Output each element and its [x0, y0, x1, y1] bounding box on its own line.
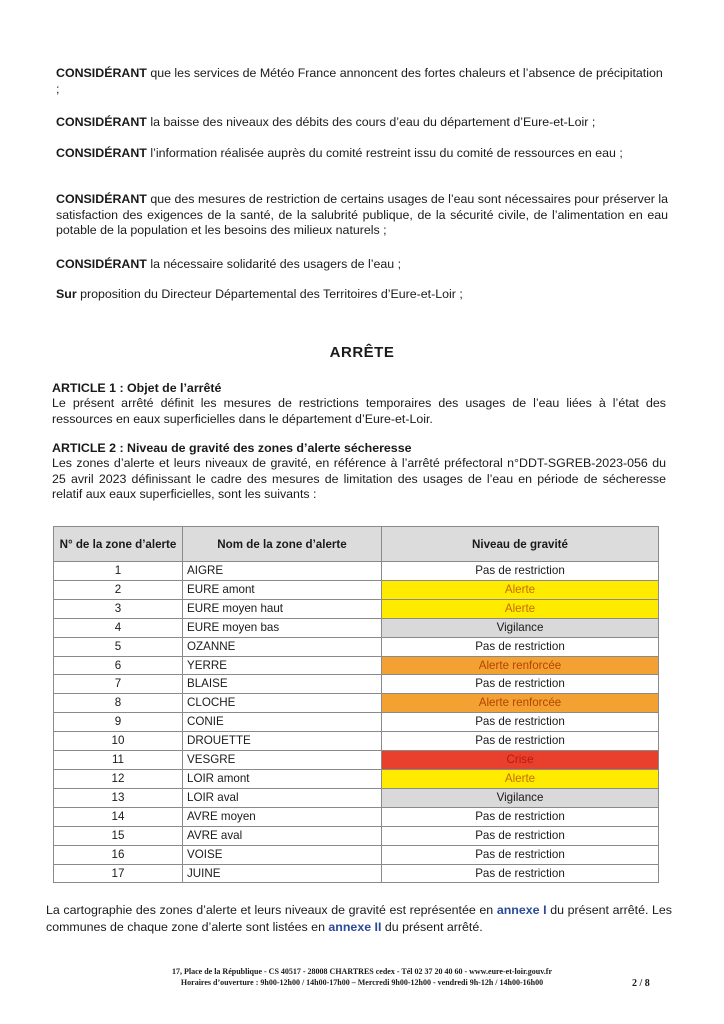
severity-level-cell: Alerte renforcée: [382, 694, 659, 713]
severity-level-cell: Pas de restriction: [382, 826, 659, 845]
consideration-text: la baisse des niveaux des débits des cours d’eau du département d’Eure-et-Loir ;: [146, 115, 596, 129]
table-row: [54, 826, 659, 845]
header-severity-level: Niveau de gravité: [382, 527, 659, 562]
zone-name-cell: BLAISE: [183, 675, 382, 694]
zone-number-cell: 16: [54, 845, 183, 864]
zone-name-cell: LOIR amont: [183, 769, 382, 788]
severity-level-cell: Pas de restriction: [382, 637, 659, 656]
consideration-2: [56, 115, 668, 131]
table-row: [54, 732, 659, 751]
annex-1-reference: annexe I: [496, 903, 547, 917]
zone-number-cell: 17: [54, 864, 183, 883]
zone-name-cell: VOISE: [183, 845, 382, 864]
zone-name-cell: VESGRE: [183, 751, 382, 770]
zone-number-cell: 6: [54, 656, 183, 675]
page-number: 2 / 8: [632, 978, 650, 989]
annex-2-reference: annexe II: [328, 920, 382, 934]
zone-number-cell: 8: [54, 694, 183, 713]
zone-name-cell: CONIE: [183, 713, 382, 732]
severity-level-cell: Alerte: [382, 769, 659, 788]
zone-name-cell: EURE moyen haut: [183, 599, 382, 618]
closing-paragraph: [46, 902, 672, 936]
footer-address: 17, Place de la République - CS 40517 - 28008 CHARTRES cedex - Tél 02 37 20 40 60 - www.eure-et-loir.gouv.fr: [172, 967, 552, 976]
severity-level-cell: Pas de restriction: [382, 675, 659, 694]
closing-text: La cartographie des zones d’alerte et leurs niveaux de gravité est représentée en: [46, 903, 497, 917]
zone-number-cell: 11: [54, 751, 183, 770]
table-body: [54, 562, 659, 883]
zone-number-cell: 3: [54, 599, 183, 618]
zone-number-cell: 2: [54, 580, 183, 599]
article-1-heading: ARTICLE 1 : Objet de l’arrêté: [52, 381, 222, 395]
consideration-text: la nécessaire solidarité des usagers de l’eau ;: [146, 257, 402, 271]
zone-number-cell: 12: [54, 769, 183, 788]
zone-name-cell: YERRE: [183, 656, 382, 675]
table-row: [54, 580, 659, 599]
consideration-keyword: CONSIDÉRANT: [56, 257, 147, 271]
table-row: [54, 864, 659, 883]
severity-level-cell: Crise: [382, 751, 659, 770]
zone-number-cell: 10: [54, 732, 183, 751]
severity-level-cell: Alerte: [382, 599, 659, 618]
table-row: [54, 807, 659, 826]
zone-name-cell: EURE moyen bas: [183, 618, 382, 637]
zone-name-cell: JUINE: [183, 864, 382, 883]
severity-level-cell: Pas de restriction: [382, 732, 659, 751]
page-footer: [0, 966, 724, 988]
severity-level-cell: Vigilance: [382, 788, 659, 807]
zone-number-cell: 1: [54, 562, 183, 581]
table-row: [54, 656, 659, 675]
zone-name-cell: LOIR aval: [183, 788, 382, 807]
zone-number-cell: 14: [54, 807, 183, 826]
severity-level-cell: Pas de restriction: [382, 845, 659, 864]
consideration-keyword: CONSIDÉRANT: [56, 146, 147, 160]
table-row: [54, 562, 659, 581]
consideration-keyword: CONSIDÉRANT: [56, 192, 147, 206]
zone-number-cell: 13: [54, 788, 183, 807]
zone-number-cell: 7: [54, 675, 183, 694]
table-row: [54, 675, 659, 694]
severity-level-cell: Alerte: [382, 580, 659, 599]
zone-number-cell: 4: [54, 618, 183, 637]
table-row: [54, 599, 659, 618]
consideration-text: que des mesures de restriction de certains usages de l’eau sont nécessaires pour préserver la satisfaction des exigences de la santé, de la salubrité publique, de la sécurité civile, de l’alimentation en eau potable de la population et les besoins des milieux naturels ;: [56, 192, 668, 237]
consideration-1: [56, 66, 668, 97]
table-row: [54, 751, 659, 770]
decree-title: ARRÊTE: [329, 344, 395, 361]
zone-name-cell: OZANNE: [183, 637, 382, 656]
table-row: [54, 637, 659, 656]
consideration-text: l’information réalisée auprès du comité restreint issu du comité de ressources en eau ;: [146, 146, 623, 160]
zone-number-cell: 15: [54, 826, 183, 845]
table-row: [54, 618, 659, 637]
zone-name-cell: AVRE aval: [183, 826, 382, 845]
table-row: [54, 845, 659, 864]
zone-name-cell: CLOCHE: [183, 694, 382, 713]
article-2-heading: ARTICLE 2 : Niveau de gravité des zones d’alerte sécheresse: [52, 441, 412, 455]
consideration-keyword: CONSIDÉRANT: [56, 66, 147, 80]
footer-hours: Horaires d’ouverture : 9h00-12h00 / 14h00-17h00 – Mercredi 9h00-12h00 - vendredi 9h-12h / 14h00-16h00: [180, 978, 544, 987]
severity-level-cell: Pas de restriction: [382, 807, 659, 826]
proposal-keyword: Sur: [56, 287, 77, 301]
consideration-5: [56, 257, 668, 273]
severity-level-cell: Pas de restriction: [382, 713, 659, 732]
severity-level-cell: Vigilance: [382, 618, 659, 637]
zone-name-cell: AVRE moyen: [183, 807, 382, 826]
table-row: [54, 769, 659, 788]
table-row: [54, 788, 659, 807]
consideration-text: que les services de Météo France annoncent des fortes chaleurs et l’absence de précipitation ;: [56, 66, 663, 96]
article-1-body: Le présent arrêté définit les mesures de restrictions temporaires des usages de l’eau liées à l’état des ressources en eaux superficielles dans le département d’Eure-et-Loir.: [52, 396, 666, 426]
zone-name-cell: EURE amont: [183, 580, 382, 599]
alert-zones-table: [53, 526, 659, 883]
zone-number-cell: 9: [54, 713, 183, 732]
zone-name-cell: AIGRE: [183, 562, 382, 581]
consideration-4: [56, 192, 668, 239]
table-row: [54, 713, 659, 732]
table-row: [54, 694, 659, 713]
zone-name-cell: DROUETTE: [183, 732, 382, 751]
table-header-row: [54, 527, 659, 562]
proposal-text: proposition du Directeur Départemental des Territoires d’Eure-et-Loir ;: [76, 287, 463, 301]
header-zone-name: Nom de la zone d’alerte: [183, 527, 382, 562]
closing-text: du présent arrêté.: [381, 920, 483, 934]
closing-text: du présent arrêté. Les communes de chaque zone d’alerte sont listées en: [46, 903, 673, 934]
consideration-keyword: CONSIDÉRANT: [56, 115, 147, 129]
consideration-3: [56, 146, 668, 162]
severity-level-cell: Pas de restriction: [382, 562, 659, 581]
article-2-body: Les zones d’alerte et leurs niveaux de gravité, en référence à l’arrêté préfectoral n°DDT-SGREB-2023-056 du 25 avril 2023 définissant le cadre des mesures de limitation des usages de l’eau en période de sécheresse relatif aux eaux superficielles, sont les suivants :: [52, 456, 666, 501]
severity-level-cell: Alerte renforcée: [382, 656, 659, 675]
proposal: [56, 287, 668, 303]
zone-number-cell: 5: [54, 637, 183, 656]
header-zone-number: N° de la zone d’alerte: [54, 527, 183, 562]
severity-level-cell: Pas de restriction: [382, 864, 659, 883]
